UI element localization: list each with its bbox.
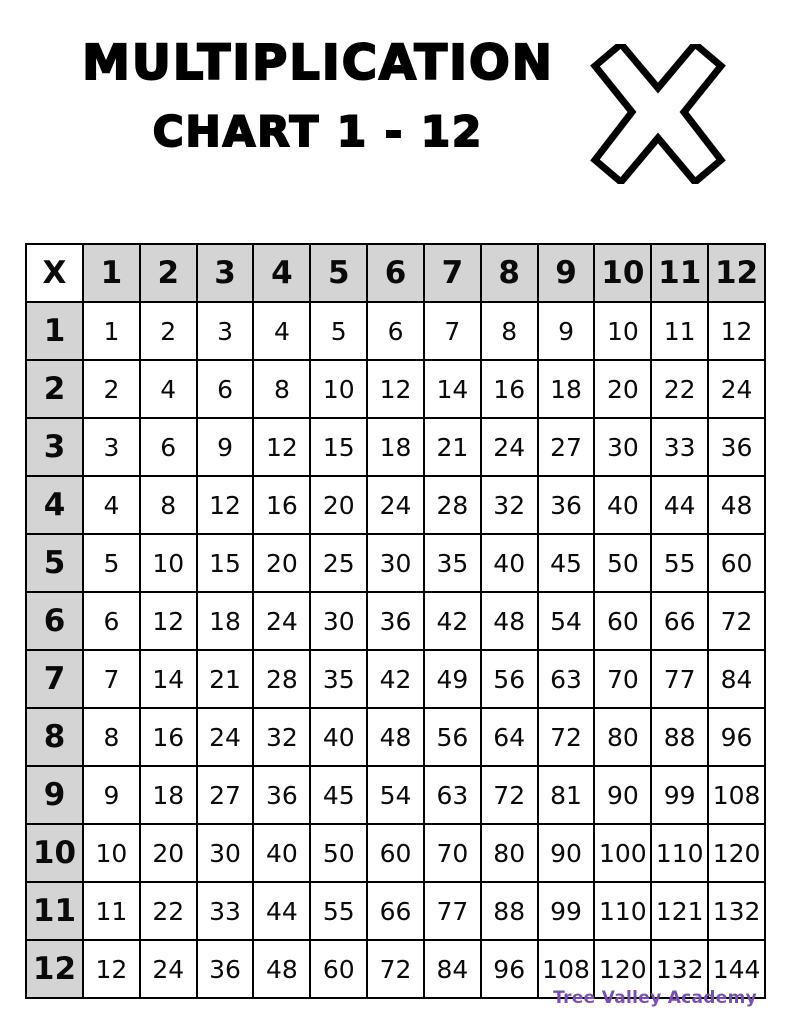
table-cell: 88 xyxy=(651,708,708,766)
table-row xyxy=(26,418,765,476)
table-cell: 4 xyxy=(253,302,310,360)
table-cell: 32 xyxy=(481,476,538,534)
page-header xyxy=(30,35,761,198)
row-header: 4 xyxy=(26,476,83,534)
table-cell: 15 xyxy=(310,418,367,476)
table-cell: 16 xyxy=(253,476,310,534)
table-cell: 50 xyxy=(594,534,651,592)
table-cell: 50 xyxy=(310,824,367,882)
table-cell: 2 xyxy=(140,302,197,360)
column-header: 12 xyxy=(708,244,765,302)
table-cell: 84 xyxy=(708,650,765,708)
table-cell: 80 xyxy=(594,708,651,766)
row-header: 6 xyxy=(26,592,83,650)
table-cell: 48 xyxy=(708,476,765,534)
table-cell: 60 xyxy=(367,824,424,882)
table-cell: 20 xyxy=(594,360,651,418)
table-cell: 60 xyxy=(708,534,765,592)
table-cell: 66 xyxy=(367,882,424,940)
table-cell: 36 xyxy=(708,418,765,476)
table-cell: 40 xyxy=(594,476,651,534)
table-row xyxy=(26,708,765,766)
table-cell: 81 xyxy=(538,766,595,824)
table-cell: 121 xyxy=(651,882,708,940)
column-header: 5 xyxy=(310,244,367,302)
table-cell: 48 xyxy=(253,940,310,998)
table-cell: 36 xyxy=(197,940,254,998)
column-header: 2 xyxy=(140,244,197,302)
table-cell: 18 xyxy=(140,766,197,824)
table-cell: 40 xyxy=(481,534,538,592)
table-cell: 60 xyxy=(310,940,367,998)
table-cell: 22 xyxy=(651,360,708,418)
table-cell: 72 xyxy=(367,940,424,998)
table-cell: 12 xyxy=(708,302,765,360)
table-cell: 60 xyxy=(594,592,651,650)
table-cell: 99 xyxy=(651,766,708,824)
table-cell: 45 xyxy=(538,534,595,592)
table-cell: 15 xyxy=(197,534,254,592)
table-cell: 12 xyxy=(140,592,197,650)
table-cell: 90 xyxy=(594,766,651,824)
row-header: 11 xyxy=(26,882,83,940)
table-cell: 77 xyxy=(424,882,481,940)
table-cell: 132 xyxy=(708,882,765,940)
table-cell: 22 xyxy=(140,882,197,940)
table-cell: 12 xyxy=(253,418,310,476)
table-cell: 6 xyxy=(367,302,424,360)
table-row xyxy=(26,302,765,360)
table-cell: 70 xyxy=(594,650,651,708)
table-cell: 55 xyxy=(310,882,367,940)
row-header: 1 xyxy=(26,302,83,360)
row-header: 10 xyxy=(26,824,83,882)
table-cell: 44 xyxy=(651,476,708,534)
table-cell: 5 xyxy=(310,302,367,360)
table-cell: 6 xyxy=(83,592,140,650)
table-cell: 21 xyxy=(424,418,481,476)
table-cell: 120 xyxy=(708,824,765,882)
table-row xyxy=(26,882,765,940)
table-cell: 9 xyxy=(538,302,595,360)
table-cell: 45 xyxy=(310,766,367,824)
table-cell: 55 xyxy=(651,534,708,592)
table-row xyxy=(26,360,765,418)
row-header: 2 xyxy=(26,360,83,418)
table-cell: 36 xyxy=(253,766,310,824)
table-cell: 12 xyxy=(83,940,140,998)
table-cell: 27 xyxy=(538,418,595,476)
table-cell: 110 xyxy=(651,824,708,882)
table-cell: 18 xyxy=(197,592,254,650)
table-cell: 6 xyxy=(197,360,254,418)
table-row xyxy=(26,766,765,824)
table-cell: 24 xyxy=(140,940,197,998)
table-cell: 18 xyxy=(367,418,424,476)
table-cell: 30 xyxy=(197,824,254,882)
table-cell: 100 xyxy=(594,824,651,882)
table-cell: 48 xyxy=(367,708,424,766)
table-cell: 96 xyxy=(481,940,538,998)
table-cell: 49 xyxy=(424,650,481,708)
column-header: 7 xyxy=(424,244,481,302)
table-cell: 84 xyxy=(424,940,481,998)
table-cell: 64 xyxy=(481,708,538,766)
row-header: 12 xyxy=(26,940,83,998)
table-cell: 12 xyxy=(367,360,424,418)
table-cell: 72 xyxy=(481,766,538,824)
row-header: 7 xyxy=(26,650,83,708)
table-cell: 10 xyxy=(140,534,197,592)
table-cell: 5 xyxy=(83,534,140,592)
table-cell: 66 xyxy=(651,592,708,650)
column-header: 4 xyxy=(253,244,310,302)
multiplication-table xyxy=(25,243,766,999)
table-cell: 80 xyxy=(481,824,538,882)
table-cell: 3 xyxy=(197,302,254,360)
row-header: 8 xyxy=(26,708,83,766)
table-cell: 12 xyxy=(197,476,254,534)
table-cell: 63 xyxy=(424,766,481,824)
table-cell: 77 xyxy=(651,650,708,708)
table-cell: 30 xyxy=(367,534,424,592)
table-cell: 7 xyxy=(424,302,481,360)
table-cell: 11 xyxy=(83,882,140,940)
table-cell: 32 xyxy=(253,708,310,766)
table-cell: 24 xyxy=(367,476,424,534)
table-cell: 56 xyxy=(424,708,481,766)
table-cell: 4 xyxy=(83,476,140,534)
table-cell: 28 xyxy=(253,650,310,708)
column-header: 3 xyxy=(197,244,254,302)
table-cell: 24 xyxy=(253,592,310,650)
table-cell: 96 xyxy=(708,708,765,766)
table-cell: 72 xyxy=(708,592,765,650)
table-cell: 70 xyxy=(424,824,481,882)
table-cell: 10 xyxy=(310,360,367,418)
table-cell: 21 xyxy=(197,650,254,708)
table-cell: 20 xyxy=(310,476,367,534)
table-cell: 24 xyxy=(197,708,254,766)
row-header: 5 xyxy=(26,534,83,592)
table-cell: 35 xyxy=(310,650,367,708)
table-cell: 36 xyxy=(538,476,595,534)
table-cell: 48 xyxy=(481,592,538,650)
table-cell: 20 xyxy=(253,534,310,592)
table-cell: 88 xyxy=(481,882,538,940)
table-cell: 20 xyxy=(140,824,197,882)
table-row xyxy=(26,534,765,592)
row-header: 9 xyxy=(26,766,83,824)
table-cell: 54 xyxy=(367,766,424,824)
table-cell: 2 xyxy=(83,360,140,418)
table-cell: 90 xyxy=(538,824,595,882)
table-cell: 33 xyxy=(197,882,254,940)
table-row xyxy=(26,824,765,882)
table-cell: 54 xyxy=(538,592,595,650)
table-cell: 18 xyxy=(538,360,595,418)
table-cell: 30 xyxy=(594,418,651,476)
table-cell: 110 xyxy=(594,882,651,940)
table-cell: 56 xyxy=(481,650,538,708)
table-cell: 63 xyxy=(538,650,595,708)
table-cell: 132 xyxy=(651,940,708,998)
table-cell: 6 xyxy=(140,418,197,476)
table-cell: 16 xyxy=(481,360,538,418)
site-credit: Tree Valley Academy xyxy=(553,988,757,1008)
table-row xyxy=(26,592,765,650)
table-cell: 72 xyxy=(538,708,595,766)
table-cell: 8 xyxy=(140,476,197,534)
table-cell: 33 xyxy=(651,418,708,476)
table-cell: 14 xyxy=(424,360,481,418)
table-cell: 40 xyxy=(253,824,310,882)
table-header-row xyxy=(26,244,765,302)
table-cell: 9 xyxy=(197,418,254,476)
table-cell: 42 xyxy=(367,650,424,708)
table-cell: 8 xyxy=(253,360,310,418)
table-cell: 108 xyxy=(708,766,765,824)
table-cell: 3 xyxy=(83,418,140,476)
multiplication-x-icon xyxy=(583,44,733,184)
multiplication-table-container xyxy=(25,243,766,999)
table-cell: 40 xyxy=(310,708,367,766)
table-cell: 8 xyxy=(481,302,538,360)
table-cell: 11 xyxy=(651,302,708,360)
table-row xyxy=(26,650,765,708)
table-cell: 28 xyxy=(424,476,481,534)
table-cell: 27 xyxy=(197,766,254,824)
table-cell: 16 xyxy=(140,708,197,766)
table-cell: 10 xyxy=(83,824,140,882)
table-cell: 35 xyxy=(424,534,481,592)
table-cell: 10 xyxy=(594,302,651,360)
table-cell: 24 xyxy=(708,360,765,418)
table-cell: 1 xyxy=(83,302,140,360)
table-cell: 120 xyxy=(594,940,651,998)
page-title xyxy=(58,35,578,157)
table-cell: 7 xyxy=(83,650,140,708)
column-header: 8 xyxy=(481,244,538,302)
column-header: 6 xyxy=(367,244,424,302)
table-cell: 44 xyxy=(253,882,310,940)
table-cell: 42 xyxy=(424,592,481,650)
table-cell: 99 xyxy=(538,882,595,940)
table-cell: 30 xyxy=(310,592,367,650)
table-cell: 9 xyxy=(83,766,140,824)
title-line-2: CHART 1 - 12 xyxy=(152,107,484,157)
title-line-1: MULTIPLICATION xyxy=(82,35,554,91)
table-cell: 144 xyxy=(708,940,765,998)
row-header: 3 xyxy=(26,418,83,476)
column-header: 9 xyxy=(538,244,595,302)
table-corner-cell: X xyxy=(26,244,83,302)
table-cell: 24 xyxy=(481,418,538,476)
table-cell: 36 xyxy=(367,592,424,650)
table-cell: 108 xyxy=(538,940,595,998)
column-header: 1 xyxy=(83,244,140,302)
table-cell: 25 xyxy=(310,534,367,592)
table-cell: 8 xyxy=(83,708,140,766)
column-header: 10 xyxy=(594,244,651,302)
table-row xyxy=(26,476,765,534)
table-cell: 14 xyxy=(140,650,197,708)
table-cell: 4 xyxy=(140,360,197,418)
column-header: 11 xyxy=(651,244,708,302)
